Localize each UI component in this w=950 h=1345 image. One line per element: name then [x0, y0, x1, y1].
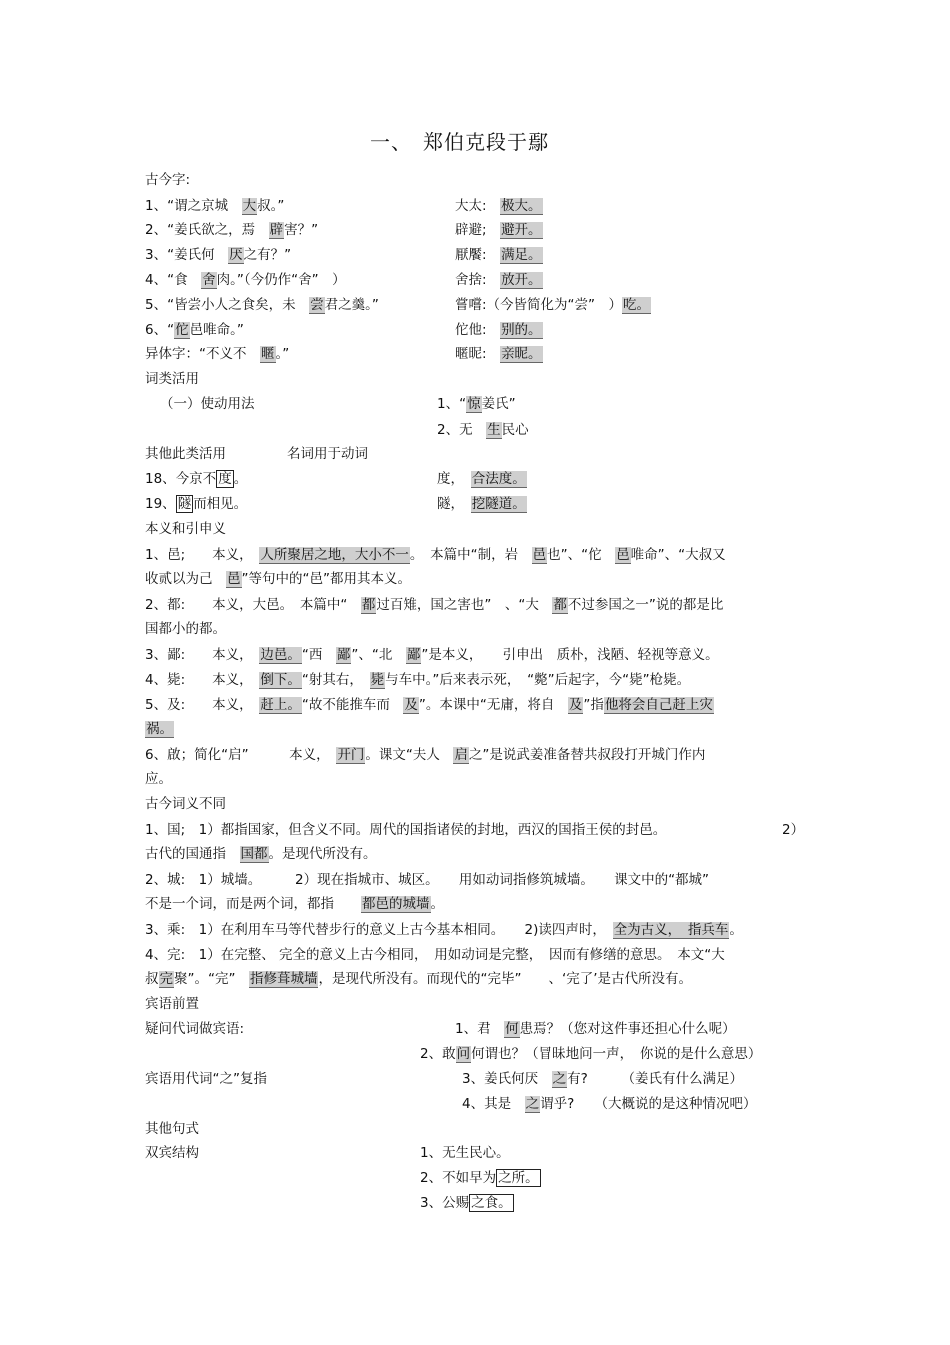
benyi-5-line-2: 祸。 [146, 721, 173, 737]
binyu-example-4: 4、其是 之谓乎? （大概说的是这种情况吧） [462, 1096, 757, 1112]
gujin-note-1: 大太: 极大。 [455, 198, 542, 214]
mingci-label: 名词用于动词 [287, 446, 368, 462]
shuangbin-example-2: 2、不如早为 之所。 [420, 1170, 539, 1186]
benyi-5-line-1: 5、及: 本义， 赶上。“故不能推车而 及”。本课中“无庸，将自 及”指他将会自己赶上灾 [145, 697, 713, 713]
section-heading-gujinyi: 古今词义不同 [145, 796, 226, 812]
binyu-example-1: 1、君 何患焉？（您对这件事还担心什么呢） [455, 1021, 736, 1037]
yiwen-label: 疑问代词做宾语: [145, 1021, 245, 1037]
yiti-note: 暱昵: 亲昵。 [455, 346, 542, 362]
example-18-note: 度， 合法度。 [437, 471, 526, 487]
gujin-row-6: 6、“佗邑唯命。” [145, 322, 244, 338]
gujinyi-2-line-1: 2、城: 1）城墙。 2）现在指城市、城区。 用如动词指修筑城墙。 课文中的“都城” [145, 872, 710, 888]
shidong-example-1: 1、“惊姜氏” [437, 396, 516, 412]
gujin-note-6: 佗他: 别的。 [455, 322, 542, 338]
gujinyi-2-line-2: 不是一个词，而是两个词，都指 都邑的城墙。 [145, 896, 444, 912]
yiti-row: 异体字：“不义不 暱。” [145, 346, 290, 362]
zhi-fuzhi-label: 宾语用代词“之”复指 [145, 1071, 267, 1087]
example-19: 19、 隧 而相见。 [145, 496, 248, 512]
section-heading-qita: 其他句式 [145, 1121, 199, 1137]
benyi-2-line-2: 国都小的都。 [145, 621, 226, 637]
gujin-note-2: 辟避; 避开。 [455, 222, 542, 238]
section-heading-gujinzi: 古今字: [145, 172, 191, 188]
gujinyi-4-line-1: 4、完: 1）在完整、 完全的意义上古今相同， 用如动词是完整， 因而有修缮的意思。 本文“大 [145, 947, 725, 963]
benyi-6-line-1: 6、啟；简化“启” 本义， 开门。课文“夫人 启之”是说武姜准备替共叔段打开城门作内 [145, 747, 706, 763]
section-heading-benyi: 本义和引申义 [145, 521, 226, 537]
benyi-1-line-2: 收贰以为己 邑”等句中的“邑”都用其本义。 [145, 571, 411, 587]
example-18: 18、今京不 度 。 [145, 471, 248, 487]
page-title: 一、 郑伯克段于鄢 [370, 130, 549, 154]
benyi-6-line-2: 应。 [145, 771, 172, 787]
benyi-1-line-1: 1、邑; 本义， 人所聚居之地，大小不一。 本篇中“制，岩 邑也”、“佗 邑唯命”、“大叔又 [145, 547, 726, 563]
gujinyi-1-line-1: 1、国; 1）都指国家，但含义不同。周代的国指诸侯的封地，西汉的国指王侯的封邑。 [145, 822, 667, 838]
gujinyi-3: 3、乘: 1）在利用车马等代替步行的意义上古今基本相同。 2)读四声时， 全为古义， 指兵车。 [145, 922, 743, 938]
gujinyi-1-tail: 2） [782, 822, 805, 838]
section-heading-cilei: 词类活用 [145, 371, 199, 387]
other-cilei-label: 其他此类活用 [145, 446, 226, 462]
example-19-note: 隧， 挖隧道。 [437, 496, 526, 512]
benyi-4: 4、毙: 本义， 倒下。“射其右， 毙与车中。”后来表示死， “斃”后起字，今“毙”枪毙。 [145, 672, 691, 688]
benyi-2-line-1: 2、都: 本义，大邑。 本篇中“ 都过百雉，国之害也” 、“大 都不过参国之一”说的都是比 [145, 597, 724, 613]
gujin-row-4: 4、“食 舍肉。”（今仍作“舍” ） [145, 272, 346, 288]
gujin-note-3: 厭饜: 满足。 [455, 247, 542, 263]
binyu-example-2: 2、敢问何谓也？（冒昧地问一声， 你说的是什么意思） [420, 1046, 762, 1062]
gujin-row-1: 1、“谓之京城 大叔。” [145, 198, 285, 214]
shidong-example-2: 2、无 生民心 [437, 422, 529, 438]
section-heading-binyu: 宾语前置 [145, 996, 199, 1012]
gujinyi-4-line-2: 叔完聚”。“完” 指修葺城墙，是现代所没有。而现代的“完毕” 、‘完了’是古代所没有。 [145, 971, 693, 987]
gujin-note-5: 嘗嚐:（今皆简化为“尝” ）吃。 [455, 297, 651, 313]
shuangbin-example-1: 1、无生民心。 [420, 1145, 510, 1161]
shuangbin-example-3: 3、公赐 之食。 [420, 1195, 512, 1211]
gujin-note-4: 舍捨: 放开。 [455, 272, 542, 288]
gujin-row-3: 3、“姜氏何 厌之有？” [145, 247, 292, 263]
shidong-heading: （一）使动用法 [160, 396, 255, 412]
binyu-example-3: 3、姜氏何厌 之有? （姜氏有什么满足） [462, 1071, 744, 1087]
shuangbin-label: 双宾结构 [145, 1145, 199, 1161]
benyi-3: 3、鄙: 本义， 边邑。“西 鄙”、“北 鄙”是本义， 引申出 质朴，浅陋、轻视等意义。 [145, 647, 719, 663]
gujinyi-1-line-2: 古代的国通指 国都。是现代所没有。 [145, 846, 377, 862]
gujin-row-5: 5、“皆尝小人之食矣，未 尝君之羹。” [145, 297, 379, 313]
gujin-row-2: 2、“姜氏欲之，焉 辟害？” [145, 222, 319, 238]
